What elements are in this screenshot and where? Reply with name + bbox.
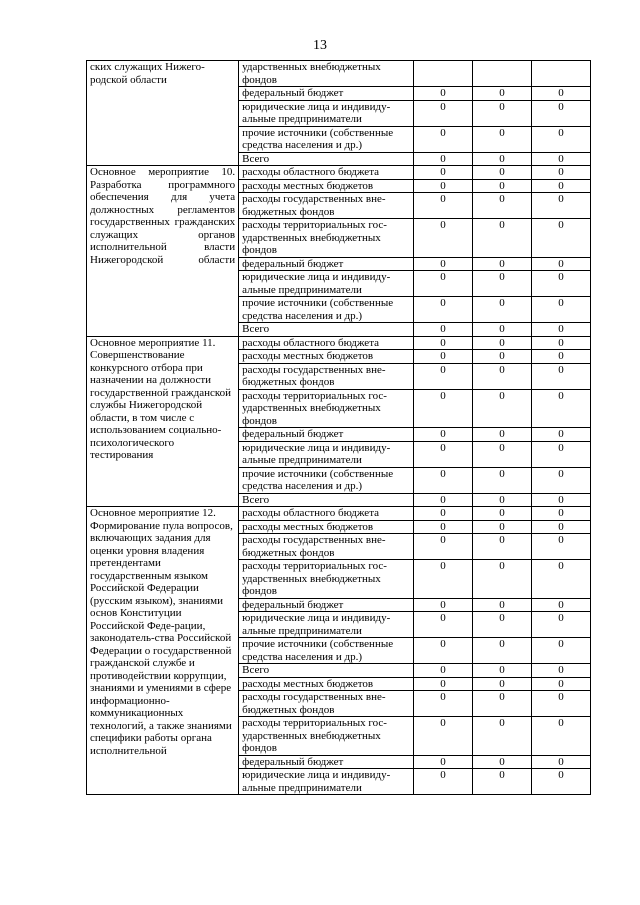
funding-value-1: 0 xyxy=(414,769,473,795)
funding-value-2: 0 xyxy=(473,560,532,599)
funding-value-3: 0 xyxy=(531,441,590,467)
funding-source-label: прочие источники (собственные средства населения и др.) xyxy=(239,638,414,664)
funding-value-2: 0 xyxy=(473,271,532,297)
funding-value-3: 0 xyxy=(531,612,590,638)
funding-value-1: 0 xyxy=(414,336,473,350)
funding-value-3: 0 xyxy=(531,152,590,166)
funding-value-2: 0 xyxy=(473,336,532,350)
funding-source-label: расходы государственных вне-бюджетных фондов xyxy=(239,193,414,219)
funding-value-1: 0 xyxy=(414,323,473,337)
funding-source-label: расходы территориальных гос-ударственных внебюджетных фондов xyxy=(239,717,414,756)
funding-value-1: 0 xyxy=(414,363,473,389)
funding-value-1: 0 xyxy=(414,257,473,271)
funding-value-1: 0 xyxy=(414,297,473,323)
funding-value-2: 0 xyxy=(473,126,532,152)
funding-value-2: 0 xyxy=(473,297,532,323)
funding-table-body xyxy=(87,61,591,795)
funding-value-1: 0 xyxy=(414,350,473,364)
funding-value-1: 0 xyxy=(414,507,473,521)
funding-value-3: 0 xyxy=(531,166,590,180)
funding-value-3: 0 xyxy=(531,363,590,389)
funding-value-2: 0 xyxy=(473,534,532,560)
funding-value-2: 0 xyxy=(473,717,532,756)
funding-value-1: 0 xyxy=(414,166,473,180)
table-row xyxy=(87,166,591,180)
funding-value-1: 0 xyxy=(414,664,473,678)
funding-value-2: 0 xyxy=(473,755,532,769)
funding-value-2: 0 xyxy=(473,520,532,534)
funding-value-2: 0 xyxy=(473,691,532,717)
funding-source-label: расходы территориальных гос-ударственных внебюджетных фондов xyxy=(239,389,414,428)
funding-value-3: 0 xyxy=(531,560,590,599)
funding-source-label: Всего xyxy=(239,152,414,166)
funding-value-2: 0 xyxy=(473,363,532,389)
funding-value-2: 0 xyxy=(473,598,532,612)
funding-value-1: 0 xyxy=(414,598,473,612)
funding-value-3: 0 xyxy=(531,664,590,678)
funding-source-label: юридические лица и индивиду-альные предприниматели xyxy=(239,271,414,297)
funding-value-2: 0 xyxy=(473,467,532,493)
funding-value-3: 0 xyxy=(531,271,590,297)
funding-value-2: 0 xyxy=(473,441,532,467)
funding-value-3: 0 xyxy=(531,493,590,507)
funding-value-1: 0 xyxy=(414,638,473,664)
funding-value-3: 0 xyxy=(531,389,590,428)
funding-source-label: федеральный бюджет xyxy=(239,257,414,271)
funding-value-2: 0 xyxy=(473,152,532,166)
activity-description: Основное мероприятие 11. Совершенствование конкурсного отбора при назначении на должности государственной гражданской службы Нижегородской области, в том числе с использованием социально-психологического тестирования xyxy=(87,336,239,507)
funding-value-3: 0 xyxy=(531,350,590,364)
funding-value-3: 0 xyxy=(531,336,590,350)
funding-table xyxy=(86,60,591,795)
funding-value-1: 0 xyxy=(414,271,473,297)
funding-value-2: 0 xyxy=(473,166,532,180)
funding-value-3: 0 xyxy=(531,87,590,101)
funding-source-label: расходы местных бюджетов xyxy=(239,520,414,534)
funding-value-2: 0 xyxy=(473,664,532,678)
funding-value-3: 0 xyxy=(531,297,590,323)
funding-value-2: 0 xyxy=(473,179,532,193)
funding-value-3: 0 xyxy=(531,219,590,258)
funding-value-2: 0 xyxy=(473,219,532,258)
funding-value-1: 0 xyxy=(414,219,473,258)
funding-value-1: 0 xyxy=(414,87,473,101)
funding-value-1: 0 xyxy=(414,100,473,126)
funding-source-label: расходы территориальных гос-ударственных внебюджетных фондов xyxy=(239,219,414,258)
funding-value-2: 0 xyxy=(473,677,532,691)
funding-value-3: 0 xyxy=(531,638,590,664)
funding-value-1: 0 xyxy=(414,493,473,507)
funding-source-label: юридические лица и индивиду-альные предприниматели xyxy=(239,769,414,795)
funding-source-label: прочие источники (собственные средства населения и др.) xyxy=(239,126,414,152)
table-row xyxy=(87,507,591,521)
funding-value-3: 0 xyxy=(531,769,590,795)
funding-value-1: 0 xyxy=(414,428,473,442)
funding-value-1: 0 xyxy=(414,560,473,599)
funding-value-2: 0 xyxy=(473,507,532,521)
funding-source-label: Всего xyxy=(239,493,414,507)
funding-value-2: 0 xyxy=(473,100,532,126)
funding-value-2: 0 xyxy=(473,769,532,795)
funding-value-3: 0 xyxy=(531,520,590,534)
funding-value-2: 0 xyxy=(473,612,532,638)
funding-source-label: федеральный бюджет xyxy=(239,428,414,442)
funding-source-label: юридические лица и индивиду-альные предприниматели xyxy=(239,441,414,467)
funding-source-label: юридические лица и индивиду-альные предприниматели xyxy=(239,100,414,126)
funding-value-3: 0 xyxy=(531,467,590,493)
table-row xyxy=(87,61,591,87)
funding-value-3: 0 xyxy=(531,755,590,769)
funding-source-label: прочие источники (собственные средства населения и др.) xyxy=(239,297,414,323)
funding-value-3: 0 xyxy=(531,717,590,756)
funding-value-3: 0 xyxy=(531,677,590,691)
funding-source-label: юридические лица и индивиду-альные предприниматели xyxy=(239,612,414,638)
funding-value-2: 0 xyxy=(473,428,532,442)
funding-value-1: 0 xyxy=(414,467,473,493)
funding-value-1: 0 xyxy=(414,126,473,152)
page-number: 13 xyxy=(313,38,327,53)
funding-value-3: 0 xyxy=(531,691,590,717)
funding-source-label: расходы областного бюджета xyxy=(239,336,414,350)
activity-description: Основное мероприятие 12. Формирование пула вопросов, включающих задания для оценки уровня владения претендентами государственным языком Российской Федерации (русским языком), знаниями основ Конституции Российской Феде-рации, законодатель-ства Российской Федерации о государственной гражданской службе и противодействии коррупции, знаниями и умениями в сфере информационно-коммуникационных технологий, а также знаниями специфики работы органа исполнительной xyxy=(87,507,239,795)
activity-description: Основное мероприятие 10. Разработка программного обеспечения для учета должностных регламентов государственных гражданских служащих органов исполнительной власти Нижегородской области xyxy=(87,166,239,337)
funding-value-2: 0 xyxy=(473,257,532,271)
funding-value-3 xyxy=(531,61,590,87)
funding-value-3: 0 xyxy=(531,323,590,337)
funding-source-label: расходы государственных вне-бюджетных фондов xyxy=(239,363,414,389)
funding-value-1: 0 xyxy=(414,389,473,428)
funding-source-label: расходы местных бюджетов xyxy=(239,350,414,364)
funding-value-3: 0 xyxy=(531,428,590,442)
funding-value-3: 0 xyxy=(531,193,590,219)
funding-value-1: 0 xyxy=(414,612,473,638)
funding-source-label: федеральный бюджет xyxy=(239,87,414,101)
funding-value-3: 0 xyxy=(531,100,590,126)
funding-source-label: Всего xyxy=(239,664,414,678)
funding-value-2: 0 xyxy=(473,323,532,337)
funding-value-1: 0 xyxy=(414,534,473,560)
funding-value-1 xyxy=(414,61,473,87)
funding-value-1: 0 xyxy=(414,179,473,193)
funding-value-2 xyxy=(473,61,532,87)
funding-value-1: 0 xyxy=(414,717,473,756)
funding-source-label: расходы местных бюджетов xyxy=(239,179,414,193)
funding-source-label: расходы областного бюджета xyxy=(239,507,414,521)
funding-source-label: расходы местных бюджетов xyxy=(239,677,414,691)
funding-source-label: прочие источники (собственные средства населения и др.) xyxy=(239,467,414,493)
funding-value-2: 0 xyxy=(473,87,532,101)
funding-value-1: 0 xyxy=(414,691,473,717)
activity-description: ских служащих Нижего-родской области xyxy=(87,61,239,166)
funding-source-label: расходы территориальных гос-ударственных внебюджетных фондов xyxy=(239,560,414,599)
funding-value-2: 0 xyxy=(473,389,532,428)
funding-value-1: 0 xyxy=(414,152,473,166)
funding-value-2: 0 xyxy=(473,638,532,664)
funding-value-1: 0 xyxy=(414,755,473,769)
funding-source-label: федеральный бюджет xyxy=(239,755,414,769)
table-row xyxy=(87,336,591,350)
funding-value-3: 0 xyxy=(531,598,590,612)
funding-value-1: 0 xyxy=(414,677,473,691)
funding-value-1: 0 xyxy=(414,441,473,467)
funding-source-label: расходы государственных вне-бюджетных фондов xyxy=(239,691,414,717)
funding-value-3: 0 xyxy=(531,507,590,521)
funding-value-3: 0 xyxy=(531,534,590,560)
funding-value-2: 0 xyxy=(473,493,532,507)
funding-value-1: 0 xyxy=(414,193,473,219)
funding-source-label: расходы областного бюджета xyxy=(239,166,414,180)
funding-value-3: 0 xyxy=(531,126,590,152)
funding-value-3: 0 xyxy=(531,179,590,193)
funding-source-label: ударственных внебюджетных фондов xyxy=(239,61,414,87)
funding-source-label: Всего xyxy=(239,323,414,337)
funding-value-1: 0 xyxy=(414,520,473,534)
funding-value-2: 0 xyxy=(473,350,532,364)
funding-value-3: 0 xyxy=(531,257,590,271)
funding-source-label: расходы государственных вне-бюджетных фондов xyxy=(239,534,414,560)
funding-source-label: федеральный бюджет xyxy=(239,598,414,612)
funding-value-2: 0 xyxy=(473,193,532,219)
